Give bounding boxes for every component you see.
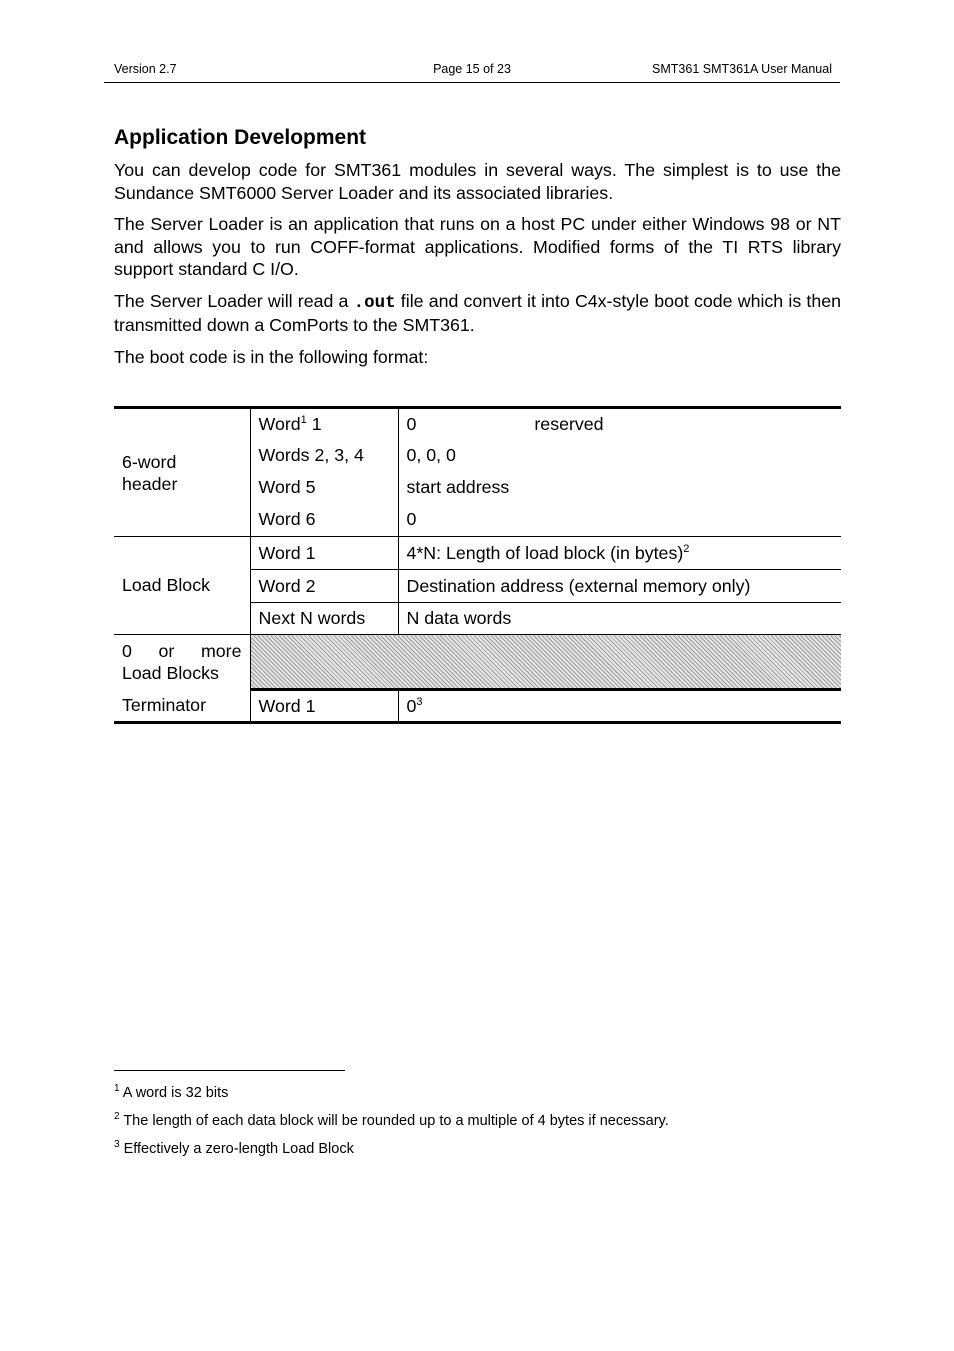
footnote-item: $^3$ Effectively a zero-length Load Block (114, 1139, 354, 1157)
footnote-item: $^2$ The length of each data block will be rounded up to a multiple of 4 bytes if necessary. (114, 1111, 669, 1129)
table-word-cell: Words 2, 3, 4 (250, 440, 398, 472)
table-value-cell: Destination address (external memory only) (398, 570, 841, 603)
footnote-ref-2: 2 (683, 542, 690, 555)
table-value-cell: 0 (406, 509, 417, 530)
footnote-ref-1: 1 (300, 413, 307, 426)
header-document-title: SMT361 SMT361A User Manual (652, 62, 832, 76)
table-word-cell: Word 6 (250, 504, 398, 537)
section-title: Application Development (114, 126, 367, 149)
hatched-placeholder (250, 635, 841, 690)
footnotes (114, 1084, 841, 1168)
paragraph-boot-format: The boot code is in the following format: (114, 346, 429, 367)
group-terminator-label: Terminator (114, 690, 250, 723)
boot-code-table (114, 406, 841, 724)
main-content (114, 124, 841, 377)
page-header (104, 60, 840, 83)
group-more-load-blocks-label: 0 or more Load Blocks (114, 635, 250, 690)
table-word-cell: Word 2 (250, 570, 398, 603)
paragraph-intro: You can develop code for SMT361 modules in several ways. The simplest is to use the Sundance SMT6000 Server Loader and its associated libraries. (114, 160, 841, 203)
header-version: Version 2.7 (114, 62, 177, 76)
table-word-cell: Word 1 (250, 537, 398, 570)
group-load-block-label: Load Block (114, 537, 250, 635)
table-value-cell: $0^3$ (398, 690, 841, 723)
reserved-note: reserved (534, 413, 604, 434)
table-value-cell: start address (406, 477, 510, 497)
paragraph-server-loader: The Server Loader is an application that runs on a host PC under either Windows 98 or NT and allows you to run COFF-format applications. Modified forms of the TI RTS library support standard C I/O. (114, 214, 841, 279)
table-word-cell: Word 1 (250, 690, 398, 723)
header-page-number: Page 15 of 23 (433, 62, 511, 76)
table-word-cell: Word 5 (250, 472, 398, 504)
p3-before: The Server Loader will read a (114, 290, 354, 311)
footnote-separator (114, 1070, 345, 1071)
group-header-label: 6-word header (114, 408, 250, 537)
paragraph-out-file (114, 290, 841, 337)
p3-after: file and convert it into C4x-style boot code which is then transmitted down a ComPorts to the SMT361. (114, 290, 841, 335)
out-extension-code: .out (353, 292, 396, 313)
table-value-cell: 0 reserved (398, 408, 841, 440)
table-word-cell: Word$^1$ 1 (250, 408, 398, 440)
table-value-cell: 0, 0, 0 (406, 445, 456, 465)
table-value-cell: N data words (398, 603, 841, 635)
footnote-item: $^1$ A word is 32 bits (114, 1083, 229, 1101)
table-word-cell: Next N words (250, 603, 398, 635)
footnote-ref-3: 3 (416, 695, 423, 708)
table-value-cell: 4*N: Length of load block (in bytes)$^2$ (398, 537, 841, 570)
